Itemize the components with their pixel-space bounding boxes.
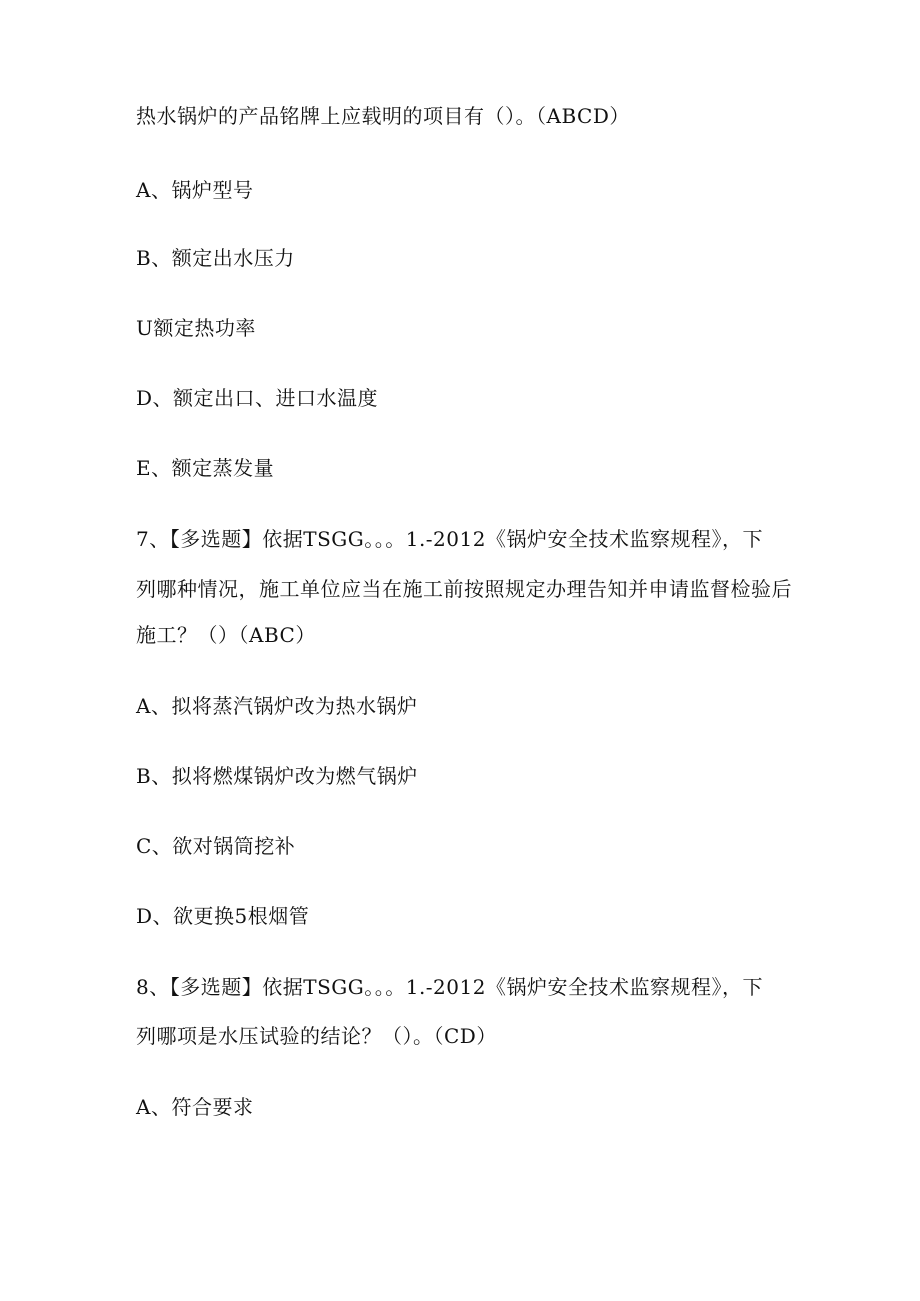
question-8-stem-line-2: 列哪项是水压试验的结论？（）。（CD） xyxy=(136,1024,497,1048)
question-8-option-a: A、符合要求 xyxy=(136,1095,254,1119)
question-7-option-d: D、欲更换5根烟管 xyxy=(136,904,310,928)
question-7-option-a: A、拟将蒸汽锅炉改为热水锅炉 xyxy=(136,694,418,718)
question-6-option-b: B、额定出水压力 xyxy=(136,246,295,270)
question-7-stem-line-3: 施工？（）（ABC） xyxy=(136,623,316,647)
question-7-option-b: B、拟将燃煤锅炉改为燃气锅炉 xyxy=(136,764,418,788)
question-7-option-c: C、欲对锅筒挖补 xyxy=(136,834,296,858)
question-7-stem-line-1: 7、【多选题】依据TSGG。。。1.-2012《锅炉安全技术监察规程》，下 xyxy=(136,527,763,551)
question-6-option-d: D、额定出口、进口水温度 xyxy=(136,386,379,410)
question-6-option-c: U额定热功率 xyxy=(136,316,256,340)
question-6-option-a: A、锅炉型号 xyxy=(136,178,254,202)
question-6-option-e: E、额定蒸发量 xyxy=(136,456,275,480)
question-6-stem: 热水锅炉的产品铭牌上应载明的项目有（）。（ABCD） xyxy=(136,104,630,128)
question-8-stem-line-1: 8、【多选题】依据TSGG。。。1.-2012《锅炉安全技术监察规程》，下 xyxy=(136,975,763,999)
question-7-stem-line-2: 列哪种情况，施工单位应当在施工前按照规定办理告知并申请监督检验后 xyxy=(136,577,792,601)
